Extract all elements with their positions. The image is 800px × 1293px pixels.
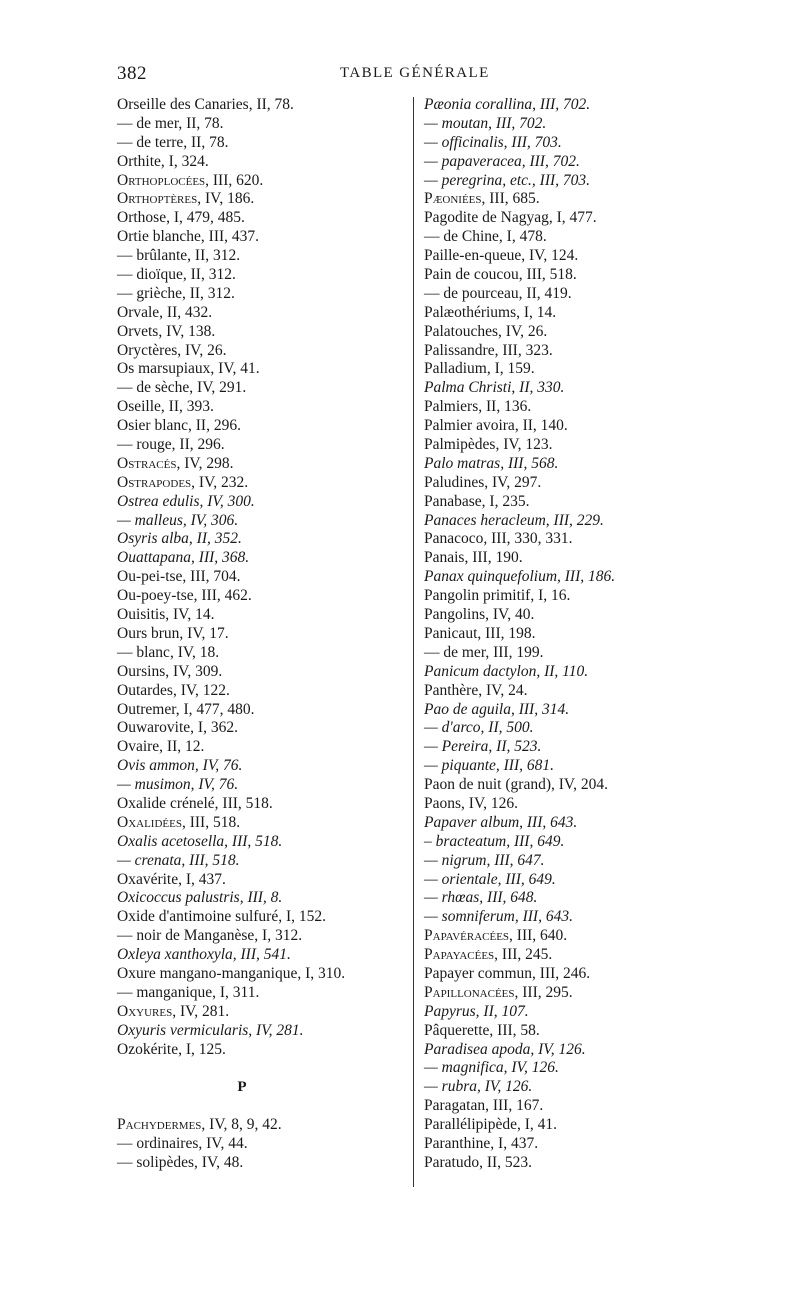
index-entry: Palæothériums, I, 14.: [424, 303, 557, 321]
index-column-right: [424, 96, 704, 1173]
index-entry: Panaces heracleum, III, 229.: [424, 511, 604, 529]
index-entry: Pâquerette, III, 58.: [424, 1021, 540, 1039]
index-entry: Orthose, I, 479, 485.: [117, 209, 245, 227]
index-entry: Papaver album, III, 643.: [424, 813, 578, 831]
index-entry: — rubra, IV, 126.: [424, 1078, 533, 1096]
index-entry: — piquante, III, 681.: [424, 757, 555, 775]
index-entry: — de sèche, IV, 291.: [117, 379, 247, 397]
index-entry: Paludines, IV, 297.: [424, 473, 542, 491]
index-entry: Paons, IV, 126.: [424, 794, 519, 812]
index-entry: — musimon, IV, 76.: [117, 776, 239, 794]
index-entry: Papayer commun, III, 246.: [424, 964, 591, 982]
index-entry: — de mer, III, 199.: [424, 643, 544, 661]
index-entry: Pagodite de Nagyag, I, 477.: [424, 209, 597, 227]
index-entry: — solipèdes, IV, 48.: [117, 1153, 244, 1171]
index-entry: Osier blanc, II, 296.: [117, 417, 241, 435]
index-entry: Papillonacées, III, 295.: [424, 983, 573, 1001]
index-entry: Pain de coucou, III, 518.: [424, 266, 577, 284]
index-entry: Paragatan, III, 167.: [424, 1097, 544, 1115]
index-entry: Palmiers, II, 136.: [424, 398, 532, 416]
index-entry: Outardes, IV, 122.: [117, 681, 230, 699]
index-entry: Oxalis acetosella, III, 518.: [117, 832, 283, 850]
index-entry: Palmipèdes, IV, 123.: [424, 436, 553, 454]
index-entry: Os marsupiaux, IV, 41.: [117, 360, 260, 378]
index-entry: — de terre, II, 78.: [117, 133, 229, 151]
index-entry: Ouwarovite, I, 362.: [117, 719, 238, 737]
index-entry: Pao de aguila, III, 314.: [424, 700, 570, 718]
index-entry: — magnifica, IV, 126.: [424, 1059, 559, 1077]
index-entry: Ouisitis, IV, 14.: [117, 606, 215, 624]
index-entry: Ostracés, IV, 298.: [117, 454, 234, 472]
index-entry: Ostrea edulis, IV, 300.: [117, 492, 255, 510]
index-entry: Palatouches, IV, 26.: [424, 322, 548, 340]
index-entry: Ouattapana, III, 368.: [117, 549, 250, 567]
section-letter: P: [237, 1079, 247, 1096]
index-entry: Palmier avoira, II, 140.: [424, 417, 568, 435]
index-entry: Orthoptères, IV, 186.: [117, 190, 255, 208]
index-entry: — moutan, III, 702.: [424, 114, 547, 132]
index-entry: Oxyuris vermicularis, IV, 281.: [117, 1021, 304, 1039]
index-entry: Pæonia corallina, III, 702.: [424, 96, 591, 113]
index-entry: — rhœas, III, 648.: [424, 889, 538, 907]
index-entry: Palladium, I, 159.: [424, 360, 535, 378]
index-entry: Oxicoccus palustris, III, 8.: [117, 889, 283, 907]
page-number: 382: [117, 63, 147, 84]
index-entry: — de pourceau, II, 419.: [424, 284, 572, 302]
index-entry: Papavéracées, III, 640.: [424, 927, 568, 945]
index-entry: Oxide d'antimoine sulfuré, I, 152.: [117, 908, 326, 926]
index-entry: Ostrapodes, IV, 232.: [117, 473, 249, 491]
index-entry: Panais, III, 190.: [424, 549, 523, 567]
index-entry: Pæoniées, III, 685.: [424, 190, 540, 208]
index-entry: Ovis ammon, IV, 76.: [117, 757, 243, 775]
index-entry: – bracteatum, III, 649.: [424, 832, 565, 850]
index-column-left: [117, 96, 407, 1173]
index-entry: Panabase, I, 235.: [424, 492, 530, 510]
index-entry: Oseille, II, 393.: [117, 398, 214, 416]
index-entry: Osyris alba, II, 352.: [117, 530, 242, 548]
index-entry: — d'arco, II, 500.: [424, 719, 534, 737]
index-entry: — brûlante, II, 312.: [117, 247, 241, 265]
index-entry: — rouge, II, 296.: [117, 436, 225, 454]
index-entry: Ortie blanche, III, 437.: [117, 228, 260, 246]
index-entry: Outremer, I, 477, 480.: [117, 700, 255, 718]
index-entry: Orthoplocées, III, 620.: [117, 171, 264, 189]
index-entry: — malleus, IV, 306.: [117, 511, 239, 529]
index-entry: — ordinaires, IV, 44.: [117, 1135, 248, 1152]
index-entry: Panthère, IV, 24.: [424, 681, 528, 699]
index-entry: — orientale, III, 649.: [424, 870, 556, 888]
index-entry: — dioïque, II, 312.: [117, 266, 236, 284]
index-entry: — crenata, III, 518.: [117, 851, 240, 869]
index-entry: — manganique, I, 311.: [117, 983, 260, 1001]
index-entry: Panicum dactylon, II, 110.: [424, 662, 589, 680]
index-entry: Ou-poey-tse, III, 462.: [117, 587, 252, 605]
index-entry: Oxalide crénelé, III, 518.: [117, 794, 273, 812]
column-divider: [413, 97, 414, 1187]
index-entry: Orthite, I, 324.: [117, 152, 209, 170]
index-entry: Orvets, IV, 138.: [117, 322, 216, 340]
index-entry: Papayacées, III, 245.: [424, 946, 553, 964]
index-entry: Orvale, II, 432.: [117, 303, 213, 321]
running-head: TABLE GÉNÉRALE: [340, 65, 490, 81]
index-entry: Orseille des Canaries, II, 78.: [117, 96, 294, 113]
index-entry: Oxyures, IV, 281.: [117, 1002, 230, 1020]
index-entry: Oryctères, IV, 26.: [117, 341, 227, 359]
index-entry: — de mer, II, 78.: [117, 114, 224, 132]
index-entry: Pangolin primitif, I, 16.: [424, 587, 571, 605]
index-entry: Paratudo, II, 523.: [424, 1153, 533, 1171]
index-entry: Oursins, IV, 309.: [117, 662, 223, 680]
index-entry: Panax quinquefolium, III, 186.: [424, 568, 616, 586]
index-entry: — officinalis, III, 703.: [424, 133, 562, 151]
index-entry: — grièche, II, 312.: [117, 284, 235, 302]
index-entry: Paranthine, I, 437.: [424, 1134, 539, 1152]
index-entry: Ozokérite, I, 125.: [117, 1040, 226, 1058]
index-entry: Paille-en-queue, IV, 124.: [424, 247, 579, 265]
index-entry: Ovaire, II, 12.: [117, 738, 205, 756]
index-entry: Parallélipipède, I, 41.: [424, 1116, 557, 1134]
index-entry: Pachydermes, IV, 8, 9, 42.: [117, 1116, 282, 1134]
index-entry: Ours brun, IV, 17.: [117, 624, 229, 642]
index-entry: Paon de nuit (grand), IV, 204.: [424, 776, 608, 794]
index-entry: — de Chine, I, 478.: [424, 228, 547, 246]
index-entry: — peregrina, etc., III, 703.: [424, 171, 591, 189]
index-entry: Paradisea apoda, IV, 126.: [424, 1040, 586, 1058]
index-entry: Oxure mangano-manganique, I, 310.: [117, 964, 346, 982]
index-entry: Palissandre, III, 323.: [424, 341, 553, 359]
index-entry: — nigrum, III, 647.: [424, 851, 545, 869]
index-entry: Palma Christi, II, 330.: [424, 379, 565, 397]
index-entry: — Pereira, II, 523.: [424, 738, 542, 756]
index-entry: Ou-pei-tse, III, 704.: [117, 568, 241, 586]
index-entry: — papaveracea, III, 702.: [424, 152, 580, 170]
index-entry: Oxalidées, III, 518.: [117, 813, 241, 831]
index-entry: — somniferum, III, 643.: [424, 908, 573, 926]
index-entry: Panacoco, III, 330, 331.: [424, 530, 573, 548]
index-entry: — noir de Manganèse, I, 312.: [117, 927, 303, 945]
index-entry: Papyrus, II, 107.: [424, 1002, 529, 1020]
index-entry: Oxleya xanthoxyla, III, 541.: [117, 946, 291, 964]
index-entry: — blanc, IV, 18.: [117, 643, 220, 661]
index-entry: Panicaut, III, 198.: [424, 624, 536, 642]
index-entry: Oxavérite, I, 437.: [117, 870, 226, 888]
index-entry: Palo matras, III, 568.: [424, 454, 559, 472]
index-entry: Pangolins, IV, 40.: [424, 606, 535, 624]
